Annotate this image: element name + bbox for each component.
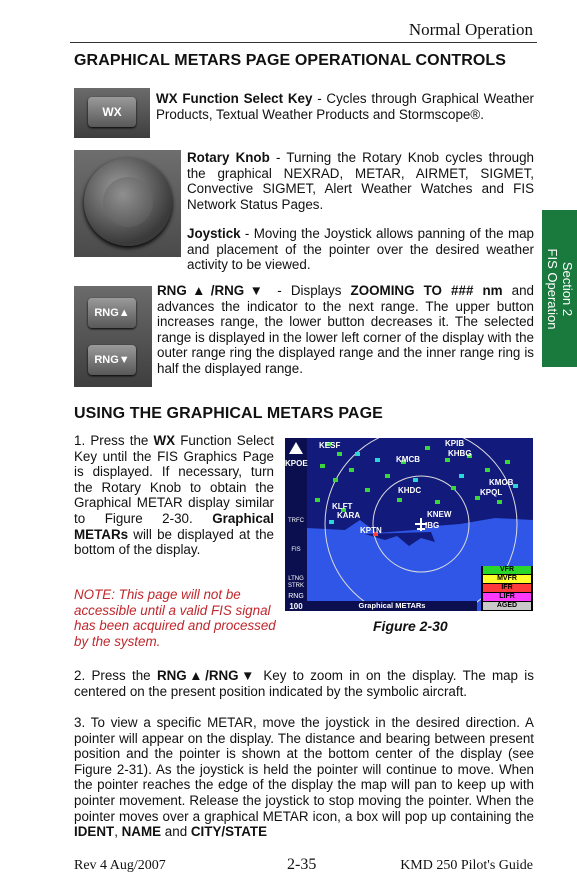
screen-sidebar (285, 438, 307, 611)
figure-caption: Figure 2-30 (373, 618, 448, 634)
sidebar-label: RNG (288, 593, 304, 600)
joystick-description (187, 226, 534, 273)
section-heading-using: USING THE GRAPHICAL METARS PAGE (74, 405, 383, 422)
wx-key-description (156, 91, 534, 122)
rotary-knob-text: - Turning the Rotary Knob cycles through the graphical NEXRAD, METAR, AIRMET, SIGMET, Convective SIGMET, Alert Weather Watches and FIS Network Status Pages. (187, 150, 534, 212)
knob-cap (103, 177, 153, 227)
joystick-text: - Moving the Joystick allows panning of the map and placement of the pointer over the desired weather activity to be viewed. (187, 226, 534, 273)
section-heading-controls: GRAPHICAL METARS PAGE OPERATIONAL CONTROLS (74, 52, 507, 69)
station-label: KHBG (448, 449, 472, 458)
step-3-paragraph (74, 715, 534, 840)
range-value: 100 (289, 602, 303, 611)
station-label: KMOB (489, 478, 514, 487)
step-2-rng: RNG▲/RNG▼ (156, 668, 258, 683)
legend-item-mvfr: MVFR (483, 575, 531, 583)
legend-item-aged: AGED (483, 602, 531, 610)
station-label: KLFT (332, 502, 353, 511)
rng-zoom-text: ZOOMING TO ### nm (350, 283, 503, 298)
joystick-term: Joystick (187, 226, 241, 241)
station-label: KNEW (427, 510, 452, 519)
header-rule (70, 42, 537, 43)
wx-key-image (74, 88, 150, 138)
section-tab-title: FIS Operation (544, 248, 560, 329)
station-label: KPTN (360, 526, 382, 535)
sidebar-label: TRFC (288, 518, 304, 524)
rng-keys-image (74, 286, 152, 387)
rotary-knob-description (187, 150, 534, 212)
step-2-text-2: Key to zoom in on the display. The map is centered on the present position indicated by the symbolic aircraft. (74, 668, 534, 699)
step-1-text-2: Function Select Key until the FIS Graphics Page is displayed. If necessary, turn the Rotary Knob to obtain the Graphical METAR display similar to Figure 2-30. (74, 433, 274, 526)
step-1-paragraph (74, 433, 274, 558)
rng-text-2: and advances the indicator to the next range. The upper button increases range, the lower button decreases it. The selected range is displayed in the lower left corner of the display with the outer range ring the displayed range and the inner range ring is half the displayed range. (157, 283, 534, 376)
station-label: KPIB (445, 439, 465, 448)
step-2-paragraph (74, 668, 534, 699)
rng-up-label: RNG▲ (88, 298, 136, 328)
station-label: KARA (337, 511, 361, 520)
station-label: IBG (425, 521, 440, 530)
step-3-name: NAME (121, 824, 162, 840)
step-3-text-3: and (161, 824, 191, 840)
step-3-ident: IDENT (74, 824, 115, 840)
page-number: 2-35 (287, 856, 317, 873)
rng-text-1: - Displays (268, 283, 351, 298)
wx-key-term: WX Function Select Key (156, 91, 313, 106)
step-1-wx: WX (153, 433, 176, 448)
step-1-text-1: 1. Press the (74, 433, 154, 448)
station-label: KHDC (398, 486, 422, 495)
screen-page-label: Graphical METARs (307, 601, 477, 611)
section-tab (542, 210, 577, 367)
step-3-text-1: 3. To view a specific METAR, move the joystick in the desired direction. A pointer will appear on the display. The distance and bearing between present position and the pointer is shown at the bottom center of the display (see Figure 2-31). As the joystick is held the pointer will continue to move. When the pointer reaches the edge of the display the map will pan to keep up with pointer movement. Release the joystick to stop moving the pointer. When the pointer moves over a graphical METAR icon, a box will pop up containing the (74, 715, 534, 824)
note-text: NOTE: This page will not be accessible until a valid FIS signal has been acquired and processed by the system. (74, 587, 276, 649)
rng-down-label: RNG▼ (88, 345, 136, 375)
sidebar-label: LTNG STRK (287, 576, 304, 589)
step-1-text-3: will be displayed at the bottom of the display. (74, 526, 274, 558)
legend-item-vfr: VFR (483, 566, 531, 574)
step-3-text-2: , (114, 824, 122, 840)
footer-guide-title: KMD 250 Pilot's Guide (400, 858, 533, 873)
station-label: KPOE (285, 459, 308, 468)
station-label: KPQL (480, 488, 503, 497)
footer-revision: Rev 4 Aug/2007 (74, 858, 166, 873)
sidebar-label: FIS (291, 547, 301, 553)
rotary-knob-term: Rotary Knob (187, 150, 270, 165)
step-1-graphical-metars: Graphical METARs (74, 510, 274, 542)
station-label: KMCB (396, 455, 420, 464)
station-label: KESF (319, 441, 341, 450)
step-2-text-1: 2. Press the (74, 668, 157, 683)
section-tab-number: Section 2 (559, 261, 575, 316)
figure-2-30-screen (285, 438, 533, 611)
rng-description (157, 283, 534, 377)
running-header: Normal Operation (408, 20, 533, 39)
category-legend (481, 566, 533, 611)
rotary-knob-image (74, 150, 181, 257)
step-3-city-state: CITY/STATE (190, 824, 268, 840)
rng-term: RNG▲/RNG▼ (157, 283, 269, 298)
legend-item-ifr: IFR (483, 584, 531, 592)
legend-item-lifr: LIFR (483, 593, 531, 601)
wx-key-label: WX (88, 97, 136, 127)
wx-key-text: - Cycles through Graphical Weather Products, Textual Weather Products and Stormscope®. (156, 91, 534, 122)
